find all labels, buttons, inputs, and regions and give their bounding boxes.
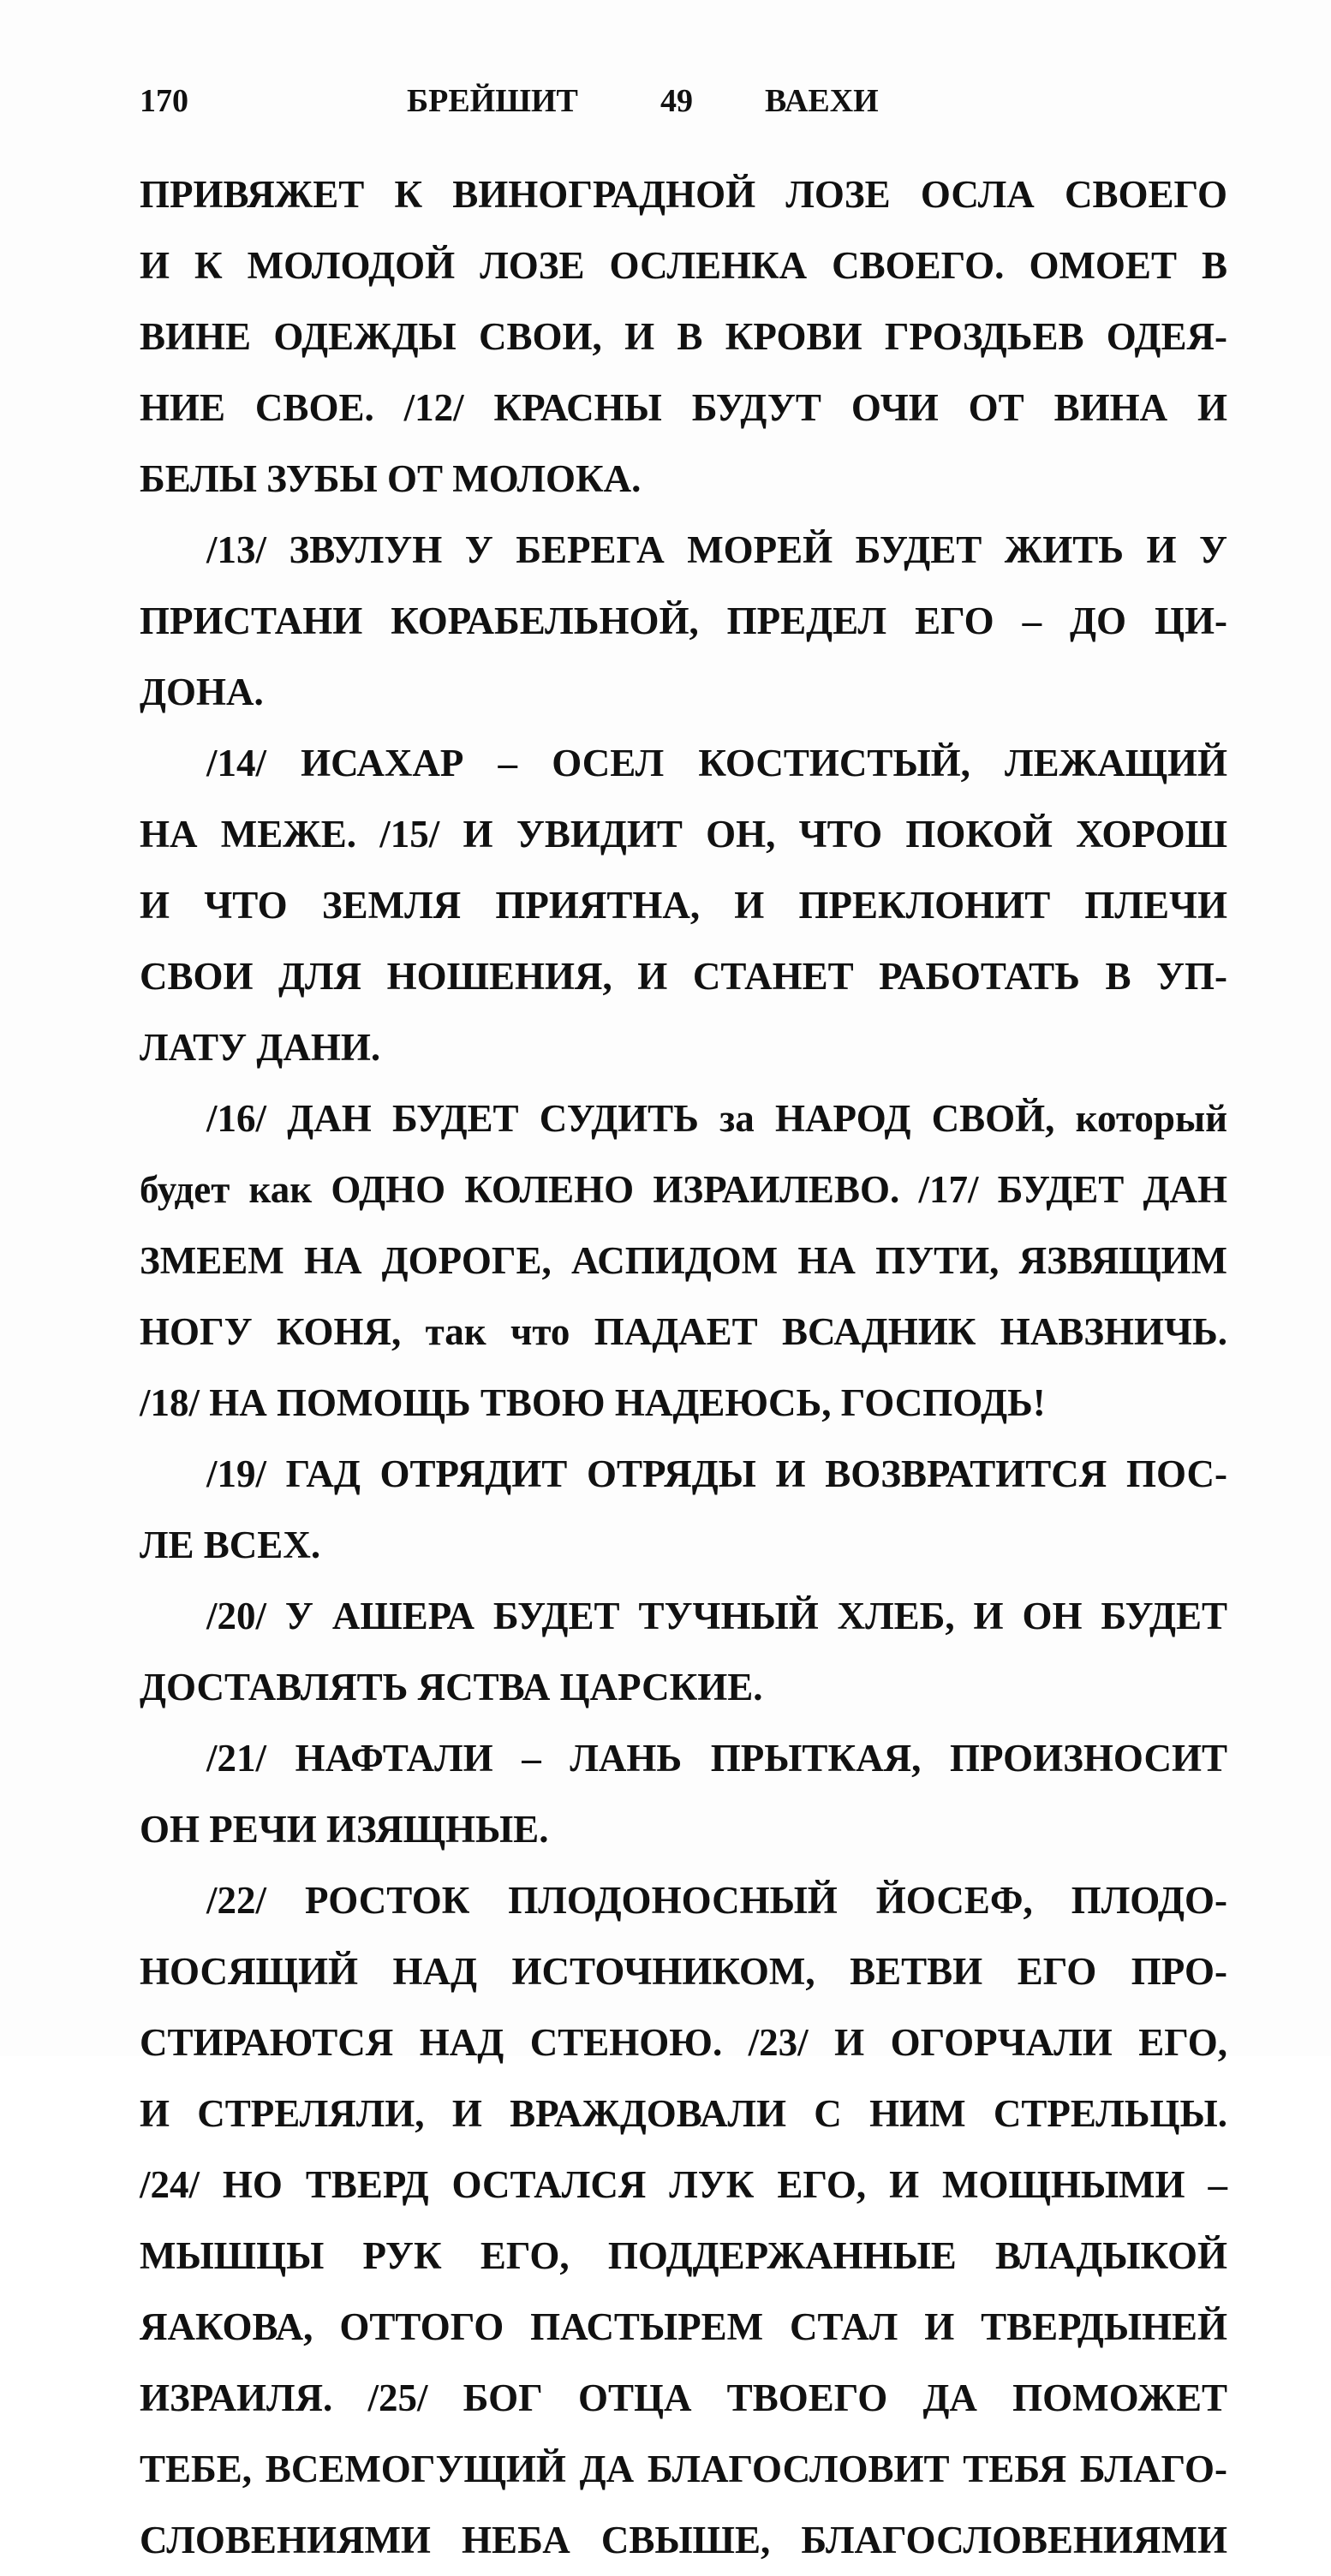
text-line: НИЕ СВОЕ. /12/ КРАСНЫ БУДУТ ОЧИ ОТ ВИНА И <box>140 386 1227 429</box>
text-line: ИЗРАИЛЯ. /25/ БОГ ОТЦА ТВОЕГО ДА ПОМОЖЕТ <box>140 2376 1227 2419</box>
text-line: ДОНА. <box>140 671 264 713</box>
text-line: НА МЕЖЕ. /15/ И УВИДИТ ОН, ЧТО ПОКОЙ ХОРОШ <box>140 813 1227 856</box>
text-line: И ЧТО ЗЕМЛЯ ПРИЯТНА, И ПРЕКЛОНИТ ПЛЕЧИ <box>140 884 1227 927</box>
running-header <box>140 75 1219 127</box>
chapter-number: 49 <box>660 83 693 119</box>
text-line: ДОСТАВЛЯТЬ ЯСТВА ЦАРСКИЕ. <box>140 1666 763 1708</box>
text-line: /24/ НО ТВЕРД ОСТАЛСЯ ЛУК ЕГО, И МОЩНЫМИ – <box>140 2163 1227 2206</box>
text-line: СЛОВЕНИЯМИ НЕБА СВЫШЕ, БЛАГОСЛОВЕНИЯМИ <box>140 2519 1227 2561</box>
text-line: СТИРАЮТСЯ НАД СТЕНОЮ. /23/ И ОГОРЧАЛИ ЕГО, <box>140 2021 1227 2064</box>
text-line: ЛЕ ВСЕХ. <box>140 1524 321 1566</box>
text-line: БЕЛЫ ЗУБЫ ОТ МОЛОКА. <box>140 457 642 500</box>
text-line: ПРИСТАНИ КОРАБЕЛЬНОЙ, ПРЕДЕЛ ЕГО – ДО ЦИ- <box>140 599 1227 642</box>
text-line: /18/ НА ПОМОЩЬ ТВОЮ НАДЕЮСЬ, ГОСПОДЬ! <box>140 1381 1046 1424</box>
text-line: ТЕБЕ, ВСЕМОГУЩИЙ ДА БЛАГОСЛОВИТ ТЕБЯ БЛАГО- <box>140 2448 1227 2490</box>
text-line: ВИНЕ ОДЕЖДЫ СВОИ, И В КРОВИ ГРОЗДЬЕВ ОДЕЯ- <box>140 315 1227 358</box>
text-line: НОСЯЩИЙ НАД ИСТОЧНИКОМ, ВЕТВИ ЕГО ПРО- <box>140 1950 1227 1993</box>
text-line: /20/ У АШЕРА БУДЕТ ТУЧНЫЙ ХЛЕБ, И ОН БУДЕТ <box>206 1595 1227 1637</box>
text-line: /16/ ДАН БУДЕТ СУДИТЬ за НАРОД СВОЙ, который <box>206 1097 1227 1140</box>
text-line: И К МОЛОДОЙ ЛОЗЕ ОСЛЕНКА СВОЕГО. ОМОЕТ В <box>140 244 1227 287</box>
portion-title: ВАЕХИ <box>765 83 879 119</box>
verse-text-body <box>140 159 1227 2576</box>
page-number: 170 <box>140 83 188 119</box>
text-line: И СТРЕЛЯЛИ, И ВРАЖДОВАЛИ С НИМ СТРЕЛЬЦЫ. <box>140 2092 1227 2135</box>
text-line: будет как ОДНО КОЛЕНО ИЗРАИЛЕВО. /17/ БУДЕТ ДАН <box>140 1168 1227 1211</box>
text-line: ОН РЕЧИ ИЗЯЩНЫЕ. <box>140 1808 549 1851</box>
text-line: ЛАТУ ДАНИ. <box>140 1026 381 1069</box>
text-line: /22/ РОСТОК ПЛОДОНОСНЫЙ ЙОСЕФ, ПЛОДО- <box>206 1879 1227 1922</box>
text-line: /14/ ИСАХАР – ОСЕЛ КОСТИСТЫЙ, ЛЕЖАЩИЙ <box>206 742 1227 784</box>
text-line: СВОИ ДЛЯ НОШЕНИЯ, И СТАНЕТ РАБОТАТЬ В УП- <box>140 955 1227 998</box>
text-line: ПРИВЯЖЕТ К ВИНОГРАДНОЙ ЛОЗЕ ОСЛА СВОЕГО <box>140 173 1227 216</box>
book-title: БРЕЙШИТ <box>407 83 578 119</box>
text-line: МЫШЦЫ РУК ЕГО, ПОДДЕРЖАННЫЕ ВЛАДЫКОЙ <box>140 2234 1227 2277</box>
text-line: /21/ НАФТАЛИ – ЛАНЬ ПРЫТКАЯ, ПРОИЗНОСИТ <box>206 1737 1227 1780</box>
text-line: НОГУ КОНЯ, так что ПАДАЕТ ВСАДНИК НАВЗНИЧЬ. <box>140 1310 1227 1353</box>
text-line: /19/ ГАД ОТРЯДИТ ОТРЯДЫ И ВОЗВРАТИТСЯ ПОС- <box>206 1452 1227 1495</box>
text-line: ЯАКОВА, ОТТОГО ПАСТЫРЕМ СТАЛ И ТВЕРДЫНЕЙ <box>140 2305 1227 2348</box>
text-line: /13/ ЗВУЛУН У БЕРЕГА МОРЕЙ БУДЕТ ЖИТЬ И У <box>206 528 1227 571</box>
text-line: ЗМЕЕМ НА ДОРОГЕ, АСПИДОМ НА ПУТИ, ЯЗВЯЩИМ <box>140 1239 1227 1282</box>
